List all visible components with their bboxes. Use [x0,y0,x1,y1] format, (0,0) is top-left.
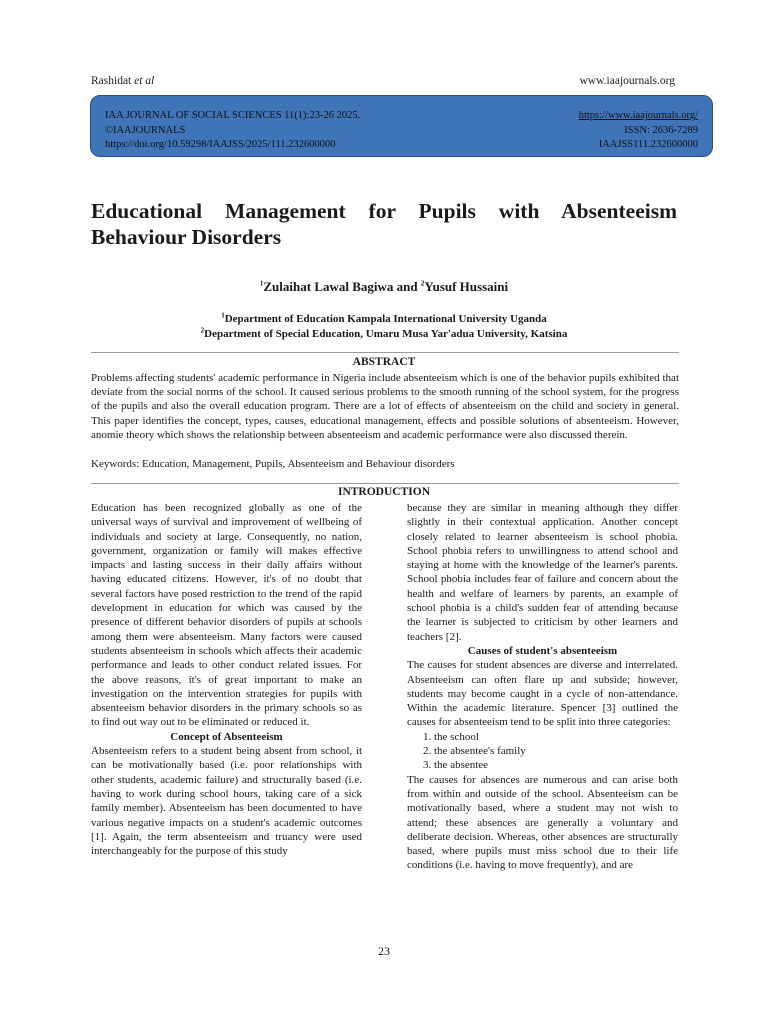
running-header-website: www.iaajournals.org [579,75,675,87]
journal-copyright: ©IAAJOURNALS [105,124,186,136]
journal-doi-link[interactable]: https://doi.org/10.59298/IAAJSS/2025/111.232600000 [105,139,336,150]
causes-paragraph-2: The causes for absences are numerous and can arise both from within and outside of the school. Absenteeism can be motivationally based, where a student may not wish to attend; these absences are generally a voluntary and deliberate decision. Whereas, other absences are structurally based, where pupils must miss school due to their life conditions (i.e. having to move frequently), and are [407,773,678,872]
keywords: Keywords: Education, Management, Pupils, Absenteeism and Behaviour disorders [91,458,455,470]
right-column [407,501,678,873]
affiliation-2: $^2$Department of Special Education, Umaru Musa Yar'adua University, Katsina [200,326,568,340]
journal-info-box [90,95,713,157]
divider-top [91,352,679,353]
running-header-author: Rashidat et al [91,75,155,87]
list-item: 2. the absentee's family [434,744,678,758]
divider-bottom [91,483,679,484]
concept-heading: Concept of Absenteeism [170,730,283,743]
journal-article-id: IAAJSS111.232600000 [598,139,698,150]
journal-issn: ISSN: 2636-7289 [624,124,698,136]
continued-paragraph: because they are similar in meaning although they differ slightly in their contextual application. Another concept closely related to learner absenteeism is school phobia. School phobia refers to unwillingness to attend school and staying at home with the knowledge of the learner's parents. School phobia includes fear of failure and concern about the health and welfare of learners by parents, an example of school phobia is a child's sudden fear of attending because the learner is subjected to criticism by other learners and teachers [2]. [407,502,678,643]
list-item: 1. the school [434,730,678,744]
causes-heading: Causes of student's absenteeism [467,644,618,657]
left-column [91,501,362,858]
intro-paragraph-1: Education has been recognized globally as one of the universal ways of survival and improvement of wellbeing of individuals and society at large. Consequently, no nation, government, organization or family will makes effective impacts and lasting success in their daily affairs without having educated citizens. However, it's of no doubt that several factors have posed restriction to the trend of the rapid development in education for which was caused by the presence of different behavior disorders of pupils at schools among them were absenteeism. Many factors were caused students absenteeism in schools which affects their academic performance and leads to other conduct related issues. For the above reasons, it's of great important to make an investigation on the intervention strategies for pupils with absenteeism behavior disorders in the primary schools so as to find out way out to be eliminated or reduced it. [91,502,362,729]
abstract-heading: ABSTRACT [352,356,416,368]
causes-list [407,730,678,773]
introduction-heading: INTRODUCTION [337,486,430,498]
abstract-body: Problems affecting students' academic performance in Nigeria include absenteeism which is one of the behavior pupils exhibited that deviate from the social norms of the school. It caused serious problems to the smooth running of the school system, for the progress of the pupils and also the overall education program. There are a lot of effects of absenteeism on the child and society in general. This paper identifies the concept, types, causes, educational management, effects and possible solutions of absenteeism. However, anomie theory which shows the relationship between absenteeism and academic performance were also discussed therein. [91,372,679,441]
paper-title: Educational Management for Pupils with Absenteeism Behaviour Disorders [91,199,677,249]
causes-paragraph: The causes for student absences are diverse and interrelated. Absenteeism can often flare up and subside; however, students may become caught in a cycle of non-attendance. Within the academic literature. Spencer [3] outlined the causes for absenteeism tend to be split into three categories: [407,659,678,729]
author-list: $^1$Zulaihat Lawal Bagiwa and $^2$Yusuf Hussaini [259,279,509,294]
list-item: 3. the absentee [434,758,678,772]
journal-citation: IAA JOURNAL OF SOCIAL SCIENCES 11(1):23-26 2025. [105,110,361,121]
affiliation-1: $^1$Department of Education Kampala International University Uganda [221,311,547,325]
page-number: 23 [378,944,390,958]
journal-url-link[interactable]: https://www.iaajournals.org/ [578,110,698,121]
concept-paragraph: Absenteeism refers to a student being absent from school, it can be motivationally based (i.e. poor relationships with other students, academic failure) and structurally based (i.e. having to work during school hours, taking care of a sick family member). Absenteeism has been documented to have various negative impacts on a student's academic outcomes [1]. Again, the term absenteeism and truancy were used interchangeably for the purpose of this study [91,745,362,858]
